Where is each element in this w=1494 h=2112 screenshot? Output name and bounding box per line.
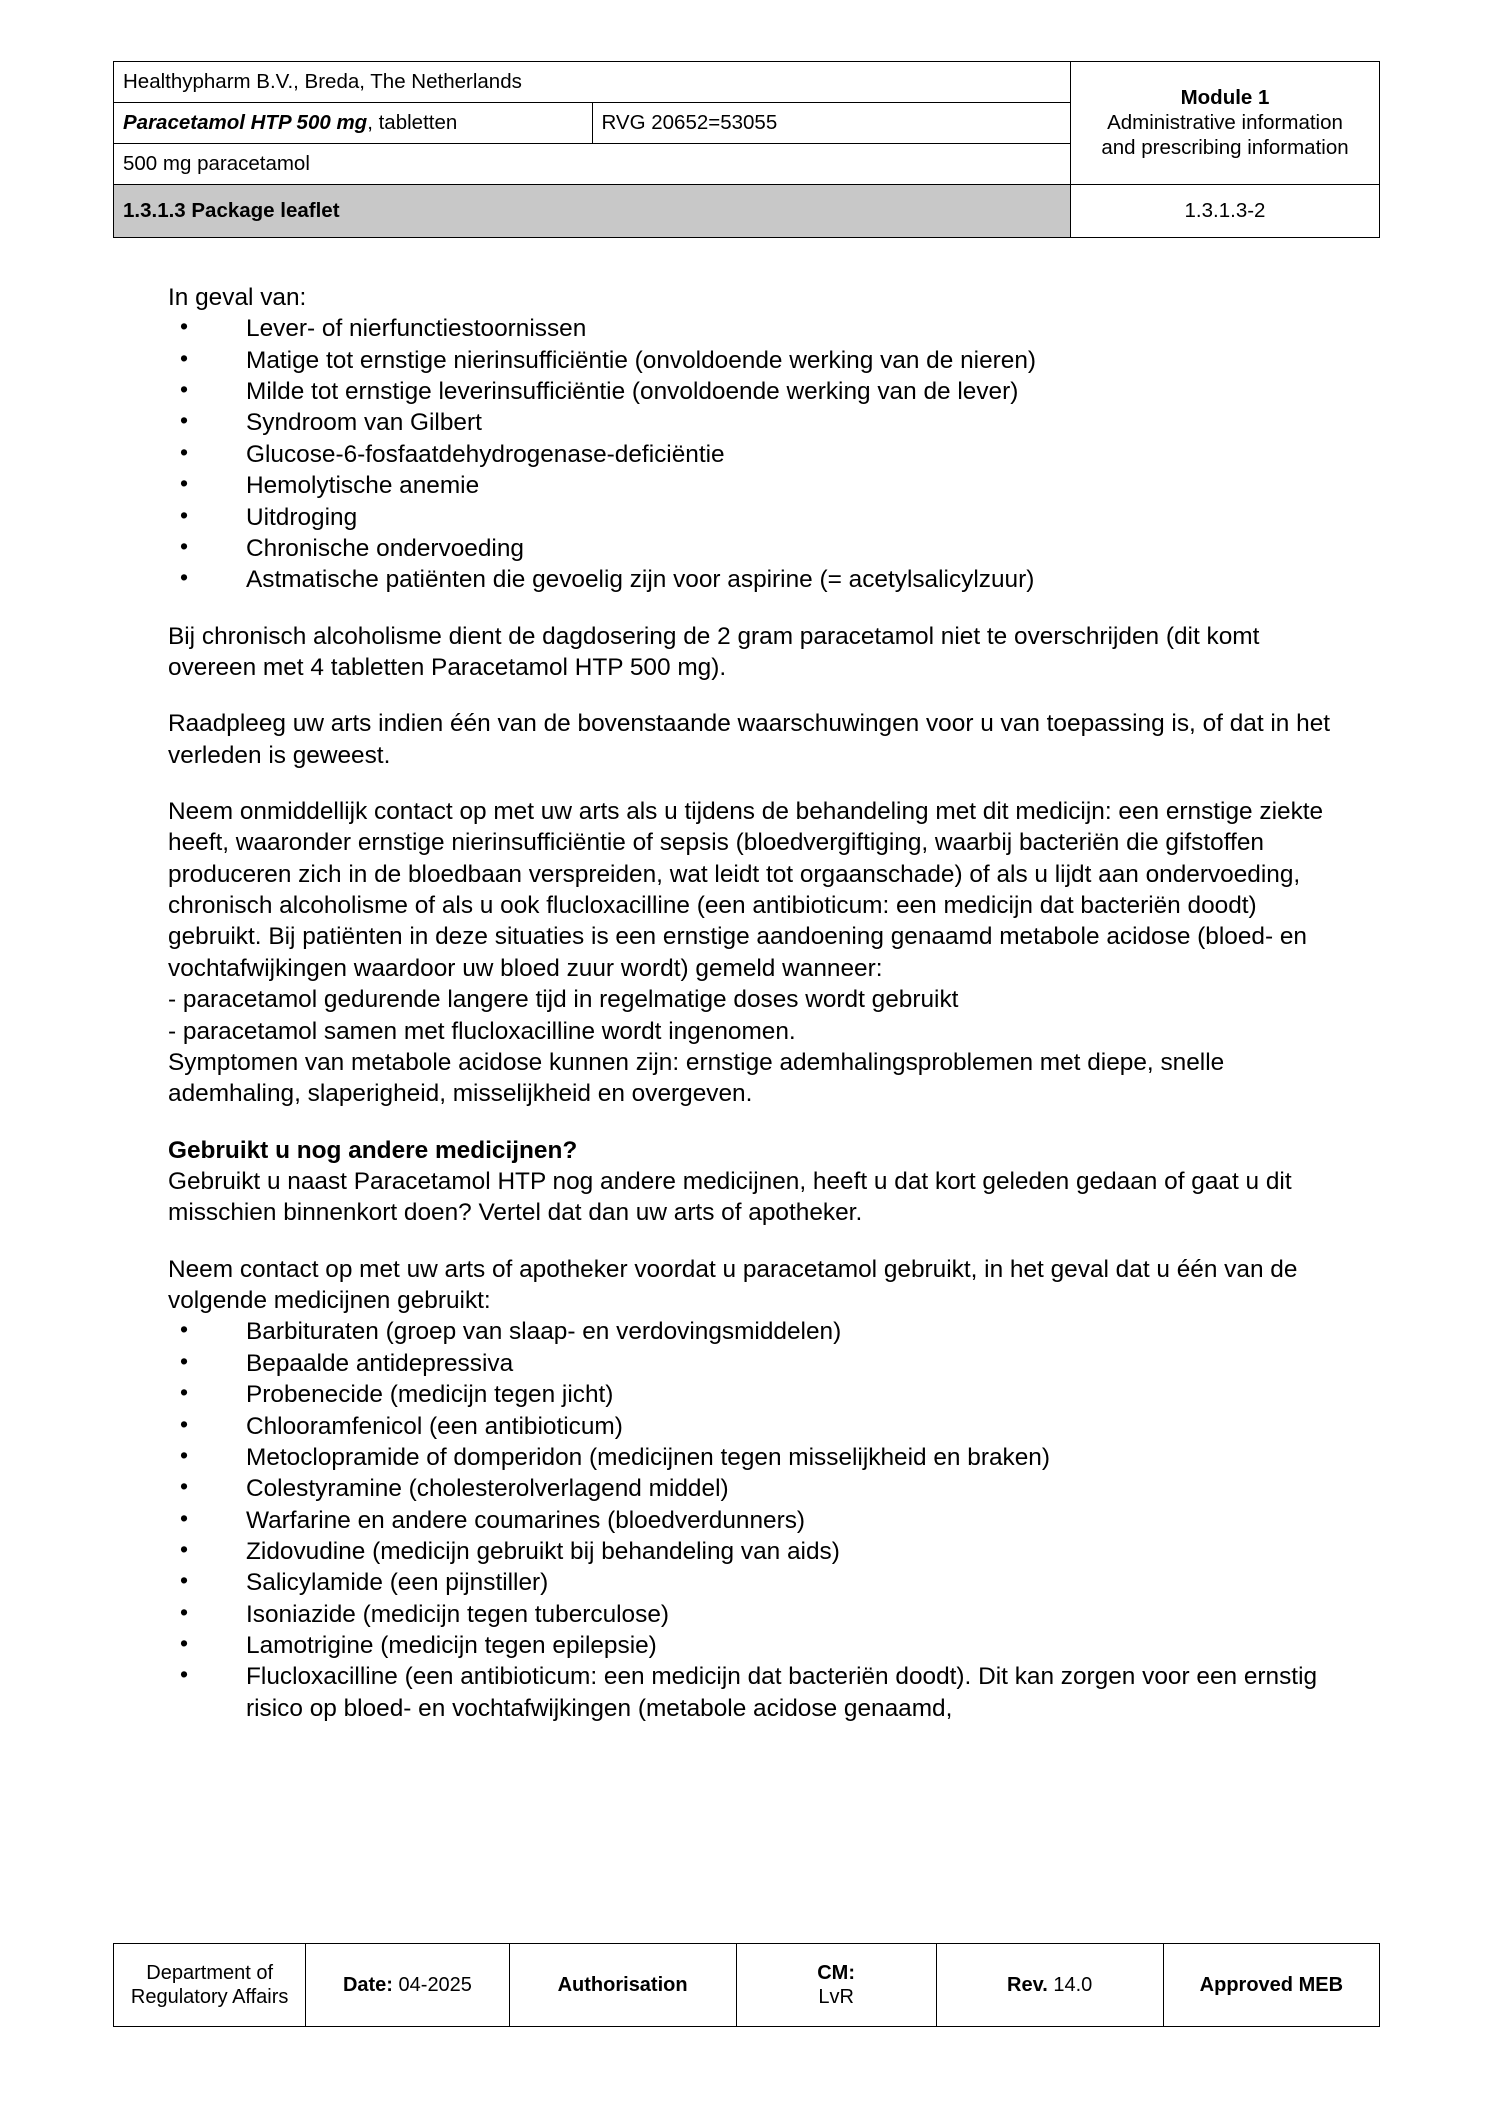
medicines-list <box>168 1316 1331 1724</box>
paragraph-consult-doctor: Raadpleeg uw arts indien één van de bovenstaande waarschuwingen voor u van toepassing is, of dat in het verleden is geweest. <box>168 710 1331 769</box>
paragraph-alcohol: Bij chronisch alcoholisme dient de dagdosering de 2 gram paracetamol niet te overschrijden (dit komt overeen met 4 tabletten Paracetamol HTP 500 mg). <box>168 622 1260 681</box>
spacer <box>168 1229 1331 1254</box>
footer-date-cell <box>306 1944 509 2027</box>
list-item: • Lever- of nierfunctiestoornissen <box>168 313 1331 344</box>
dash-item-prolonged-use: - paracetamol gedurende langere tijd in regelmatige doses wordt gebruikt <box>168 986 959 1014</box>
header-module-code: 1.3.1.3-2 <box>1071 185 1380 238</box>
header-row-company <box>114 62 1380 103</box>
footer-rev-label: Rev. <box>1007 1973 1048 1996</box>
paragraph-other-medicines: Gebruikt u naast Paracetamol HTP nog andere medicijnen, heeft u dat kort geleden gedaan of gaat u dit misschien binnenkort doen? Vertel dat dan uw arts of apotheker. <box>168 1167 1292 1227</box>
list-item: • Barbituraten (groep van slaap- en verdovingsmiddelen) <box>168 1316 1331 1347</box>
list-item: • Astmatische patiënten die gevoelig zijn voor aspirine (= acetylsalicylzuur) <box>168 564 1331 595</box>
list-item: • Probenecide (medicijn tegen jicht) <box>168 1379 1331 1410</box>
document-header-table <box>113 61 1380 238</box>
list-item: • Chlooramfenicol (een antibioticum) <box>168 1411 1331 1442</box>
spacer <box>168 1110 1331 1135</box>
footer-rev-value: 14.0 <box>1053 1973 1093 1996</box>
list-item: • Milde tot ernstige leverinsufficiëntie (onvoldoende werking van de lever) <box>168 376 1331 407</box>
list-item: • Hemolytische anemie <box>168 470 1331 501</box>
spacer <box>168 683 1331 708</box>
list-item: • Bepaalde antidepressiva <box>168 1348 1331 1379</box>
list-item: • Uitdroging <box>168 502 1331 533</box>
list-item: • Flucloxacilline (een antibioticum: een medicijn dat bacteriën doodt). Dit kan zorgen voor een ernstig risico op bloed- en vochtafwijkingen (metabole acidose genaamd, <box>168 1661 1331 1724</box>
header-product-cell <box>114 103 593 144</box>
header-row-section <box>114 185 1380 238</box>
list-item: • Matige tot ernstige nierinsufficiëntie (onvoldoende werking van de nieren) <box>168 345 1331 376</box>
footer-date-value: 04-2025 <box>398 1973 472 1996</box>
footer-cm-cell <box>736 1944 936 2027</box>
paragraph-symptoms: Symptomen van metabole acidose kunnen zijn: ernstige ademhalingsproblemen met diepe, snelle ademhaling, slaperigheid, misselijkheid en overgeven. <box>168 1048 1225 1108</box>
conditions-list <box>168 313 1331 595</box>
list-item: • Salicylamide (een pijnstiller) <box>168 1567 1331 1598</box>
document-footer-table <box>113 1943 1380 2027</box>
intro-label: In geval van: <box>168 284 307 311</box>
footer-date-label: Date: <box>342 1973 393 1996</box>
header-rvg-number: RVG 20652=53055 <box>592 103 1071 144</box>
header-product-name: Paracetamol HTP 500 mg <box>123 110 368 134</box>
list-item: • Chronische ondervoeding <box>168 533 1331 564</box>
paragraph-immediate-contact: Neem onmiddellijk contact op met uw arts als u tijdens de behandeling met dit medicijn: een ernstige ziekte heeft, waaronder ernstige nierinsufficiëntie of sepsis (bloedvergiftiging, waarbij bacteriën die gifstoffen produceren zich in de bloedbaan verspreiden, wat leidt tot orgaanschade) of als u lijdt aan ondervoeding, chronisch alcoholisme of als u ook flucloxacilline (een antibioticum: een medicijn dat bacteriën doodt) gebruikt. Bij patiënten in deze situaties is een ernstige aandoening genaamd metabole acidose (bloed- en vochtafwijkingen waardoor uw bloed zuur wordt) gemeld wanneer: <box>168 798 1324 982</box>
paragraph-before-medicine-list: Neem contact op met uw arts of apotheker voordat u paracetamol gebruikt, in het geval dat u één van de volgende medicijnen gebruikt: <box>168 1255 1298 1315</box>
spacer <box>168 596 1331 621</box>
list-item: • Zidovudine (medicijn gebruikt bij behandeling van aids) <box>168 1536 1331 1567</box>
header-section-title: 1.3.1.3 Package leaflet <box>114 185 1071 238</box>
list-item: • Syndroom van Gilbert <box>168 407 1331 438</box>
leaflet-body <box>168 282 1331 1724</box>
footer-cm-value: LvR <box>818 1986 854 2008</box>
spacer <box>168 771 1331 796</box>
list-item: • Colestyramine (cholesterolverlagend middel) <box>168 1473 1331 1504</box>
header-module-cell <box>1071 62 1380 185</box>
list-item: • Metoclopramide of domperidon (medicijnen tegen misselijkheid en braken) <box>168 1442 1331 1473</box>
list-item: • Isoniazide (medicijn tegen tuberculose) <box>168 1599 1331 1630</box>
heading-other-medicines: Gebruikt u nog andere medicijnen? <box>168 1136 578 1164</box>
header-module-title: Module 1 <box>1180 86 1270 110</box>
dash-item-flucloxacillin: - paracetamol samen met flucloxacilline wordt ingenomen. <box>168 1017 796 1045</box>
list-item: • Glucose-6-fosfaatdehydrogenase-deficiëntie <box>168 439 1331 470</box>
footer-approved-meb: Approved MEB <box>1163 1944 1379 2027</box>
header-module-subtitle-line2: and prescribing information <box>1101 135 1349 159</box>
header-strength: 500 mg paracetamol <box>114 144 1071 185</box>
footer-authorisation: Authorisation <box>509 1944 736 2027</box>
header-module-subtitle-line1: Administrative information <box>1107 111 1343 135</box>
footer-rev-cell <box>936 1944 1163 2027</box>
list-item: • Lamotrigine (medicijn tegen epilepsie) <box>168 1630 1331 1661</box>
footer-row <box>114 1944 1380 2027</box>
header-product-form: , tabletten <box>367 110 458 134</box>
footer-cm-label: CM: <box>817 1961 855 1984</box>
header-company-name: Healthypharm B.V., Breda, The Netherlands <box>114 62 1071 103</box>
list-item: • Warfarine en andere coumarines (bloedverdunners) <box>168 1505 1331 1536</box>
footer-department: Department of Regulatory Affairs <box>114 1944 306 2027</box>
